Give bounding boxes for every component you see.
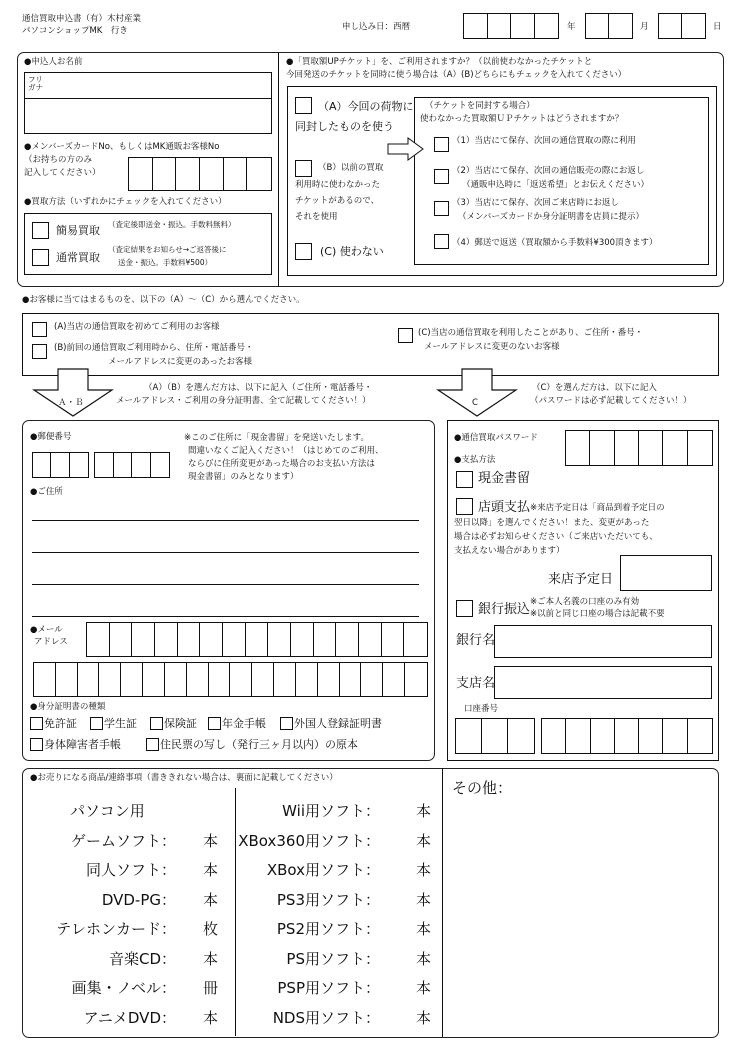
id-foreigner-label: 外国人登録証明書 (294, 717, 382, 730)
email-input-row2[interactable] (33, 662, 428, 697)
id-insurance-label: 保険証 (164, 717, 197, 730)
arrow-right-icon (386, 136, 426, 162)
customer-a-label: (A)当店の通信買取を初めてご利用のお客様 (54, 322, 220, 332)
right-item-label: PS用ソフト： (286, 949, 380, 968)
ticket-b-line1: （B）以前の買取 (318, 163, 384, 173)
name-divider (25, 98, 271, 99)
id-residence-checkbox[interactable] (146, 738, 159, 751)
ticket-question-2: 今回発送のチケットを同時に使う場合は（A）(B)どちらにもチェックを入れてください） (286, 70, 627, 80)
month-input[interactable] (585, 13, 633, 39)
right-item-unit: 本 (416, 979, 432, 997)
left-item-unit: 冊 (203, 979, 219, 997)
ticket-c-checkbox[interactable] (295, 243, 312, 260)
customer-b-label-2: メールアドレスに変更のあったお客様 (108, 357, 252, 367)
right-item-label: PS3用ソフト： (276, 890, 380, 909)
arrow-c-label: C (472, 398, 478, 408)
normal-purchase-note-2: 送金・振込。手数料¥500） (118, 258, 213, 267)
ticket-option-3b: （メンバーズカードか身分証明書を店員に提示） (458, 212, 644, 222)
postal-label: ●郵便番号 (30, 432, 72, 442)
email-input-row1[interactable] (86, 622, 428, 657)
day-input[interactable] (658, 13, 706, 39)
customer-c-label-2: メールアドレスに変更のないお客様 (424, 342, 560, 352)
address-notice-3: ならびに住所変更があった場合のお支払い方法は (188, 459, 375, 469)
right-item-unit: 本 (416, 890, 432, 909)
form-title-line1: 通信買取申込書（有）木村産業 (22, 14, 142, 24)
right-item-label: XBox360用ソフト： (238, 831, 380, 850)
ticket-option-4-checkbox[interactable] (434, 234, 449, 249)
bank-note-1: ※ご本人名義の口座のみ有効 (530, 597, 640, 607)
left-item-unit: 本 (203, 831, 219, 850)
day-label: 日 (713, 22, 722, 32)
ticket-b-line4: それを使用 (295, 212, 338, 222)
bank-checkbox[interactable] (456, 600, 473, 617)
right-item-unit: 本 (416, 1008, 432, 1027)
left-item-unit: 本 (203, 890, 219, 909)
top-divider (278, 53, 279, 286)
id-pension-label: 年金手帳 (222, 717, 266, 730)
bank-name-input[interactable] (494, 625, 712, 658)
year-input[interactable] (463, 13, 559, 39)
ticket-option-3-checkbox[interactable] (434, 201, 449, 216)
ticket-option-1: （1）当店にて保存、次回の通信買取の際に利用 (452, 136, 636, 146)
ticket-option-2a: （2）当店にて保存、次回の通信販売の際にお返し (452, 166, 645, 176)
id-student-checkbox[interactable] (90, 717, 103, 730)
right-item-label: PSP用ソフト： (277, 979, 380, 997)
left-item-label: ゲームソフト： (70, 831, 176, 850)
id-disability-checkbox[interactable] (30, 738, 43, 751)
year-label: 年 (567, 22, 576, 32)
cash-label: 現金書留 (478, 471, 531, 486)
member-note-2: 記入してください） (24, 168, 101, 178)
address-line-2[interactable] (32, 552, 419, 553)
arrow-ab-label: Ａ・Ｂ (58, 398, 84, 408)
c-note-2: （パスワードは必ず記載してください！） (530, 396, 692, 406)
left-item-unit: 枚 (203, 920, 219, 938)
name-field[interactable] (24, 72, 272, 134)
bank-name-label: 銀行名 (456, 633, 496, 648)
store-label: 店頭支払 (478, 500, 531, 515)
ticket-option-2b: （通販申込時に「返送希望」とお伝えください） (462, 180, 650, 190)
email-label-2: アドレス (34, 637, 68, 647)
date-label: 申し込み日：西暦 (342, 22, 411, 32)
left-item-label: アニメDVD： (83, 1008, 176, 1027)
right-item-label: PS2用ソフト： (276, 920, 380, 938)
left-item-label: 同人ソフト： (85, 861, 176, 879)
customer-a-checkbox[interactable] (32, 322, 47, 337)
branch-name-label: 支店名 (456, 676, 496, 691)
id-disability-label: 身体障害者手帳 (44, 738, 121, 751)
left-item-unit: 本 (203, 861, 219, 879)
ab-note-1: （A）（B）を選んだ方は、以下に記入（ご住所・電話番号・ (144, 383, 373, 393)
form-title-line2: パソコンショップMK 行き (22, 26, 128, 36)
normal-purchase-label: 通常買取 (56, 251, 100, 264)
store-note-1: ※来店予定日は「商品到着予定日の (530, 503, 665, 513)
ticket-b-checkbox[interactable] (295, 160, 312, 177)
right-item-unit: 本 (416, 920, 432, 938)
customer-c-checkbox[interactable] (398, 328, 413, 343)
customer-heading: ●お客様に当てはまるものを、以下の（A）～（C）から選んでください。 (22, 295, 305, 305)
left-item-unit: 本 (203, 949, 219, 968)
customer-c-label-1: (C)当店の通信買取を利用したことがあり、ご住所・番号・ (418, 328, 644, 338)
id-residence-label: 住民票の写し（発行三ヶ月以内）の原本 (160, 738, 358, 751)
left-item-unit: 本 (203, 1008, 219, 1027)
customer-b-label-1: (B)前回の通信買取ご利用時から、住所・電話番号・ (54, 343, 254, 353)
id-pension-checkbox[interactable] (208, 717, 221, 730)
password-input[interactable] (565, 430, 713, 466)
other-label: その他： (452, 779, 513, 797)
account-number-label: 口座番号 (464, 704, 499, 714)
month-label: 月 (640, 22, 649, 32)
left-item-label: テレホンカード： (56, 920, 176, 938)
ticket-option-4: （4）郵送で返送（買取額から手数料¥300頂きます） (452, 238, 658, 248)
ticket-b-line3: チケットがあるので、 (295, 196, 380, 206)
bank-note-2: ※以前と同じ口座の場合は記載不要 (530, 609, 665, 619)
member-heading: ●メンバーズカードNo、もしくはMK通販お客様No (24, 142, 220, 152)
address-label: ●ご住所 (30, 487, 63, 497)
arrow-down-ab-icon (32, 368, 114, 418)
right-item-unit: 本 (416, 949, 432, 968)
id-license-label: 免許証 (44, 717, 77, 730)
right-item-label: NDS用ソフト： (272, 1008, 380, 1027)
ticket-c-label: (C) 使わない (320, 245, 384, 258)
visit-date-label: 来店予定日 (548, 572, 614, 587)
password-label: ●通信買取パスワード (454, 433, 538, 443)
c-note-1: （C）を選んだ方は、以下に記入 (532, 383, 657, 393)
payment-method-label: ●支払方法 (454, 455, 496, 465)
address-line-3[interactable] (32, 584, 419, 585)
account-number-input[interactable] (541, 718, 713, 754)
right-item-label: XBox用ソフト： (266, 861, 380, 879)
id-insurance-checkbox[interactable] (150, 717, 163, 730)
id-student-label: 学生証 (104, 717, 137, 730)
furigana-label: フリ ガナ (28, 75, 43, 93)
right-item-unit: 本 (416, 861, 432, 879)
left-item-label: 画集・ノベル： (71, 979, 176, 997)
customer-b-checkbox[interactable] (32, 344, 47, 359)
ticket-a-line1: （A）今回の荷物に (318, 100, 414, 113)
name-heading: ●申込人お名前 (24, 57, 83, 67)
id-foreigner-checkbox[interactable] (280, 717, 293, 730)
branch-name-input[interactable] (494, 666, 712, 699)
simple-purchase-note: （査定後即送金・振込。手数料無料） (108, 220, 236, 229)
address-notice-2: 間違いなくご記入ください！（はじめてのご利用、 (188, 446, 384, 456)
ticket-sub-question-1: （チケットを同封する場合） (425, 101, 535, 111)
ticket-option-2-checkbox[interactable] (434, 169, 449, 184)
store-note-4: 支払えない場合があります） (454, 546, 565, 556)
address-line-1[interactable] (32, 520, 419, 521)
email-label-1: ●メール (30, 625, 63, 635)
ticket-sub-question-2: 使わなかった買取額ＵＰチケットはどうされますか？ (420, 114, 624, 124)
right-item-unit: 本 (416, 802, 432, 820)
id-heading: ●身分証明書の種類 (30, 702, 106, 712)
bank-label: 銀行振込 (478, 602, 531, 617)
left-item-label: DVD-PG： (101, 890, 176, 909)
id-license-checkbox[interactable] (30, 717, 43, 730)
ticket-b-line2: 利用時に使わなかった (295, 180, 381, 190)
arrow-down-c-icon (436, 368, 518, 418)
ticket-option-1-checkbox[interactable] (434, 137, 449, 152)
member-note-1: （お持ちの方のみ (24, 155, 93, 165)
postal-code-first[interactable] (32, 452, 89, 478)
address-line-4[interactable] (32, 616, 419, 617)
address-notice-1: ※このご住所に「現金書留」を発送いたします。 (184, 433, 369, 443)
simple-purchase-label: 簡易買取 (56, 224, 100, 237)
account-branch-code[interactable] (455, 718, 535, 754)
address-notice-4: 現金書留」のみとなります） (188, 472, 299, 482)
ticket-option-3a: （3）当店にて保存、次回ご来店時にお返し (452, 198, 619, 208)
method-heading: ●買取方法（いずれかにチェックを入れてください） (24, 197, 227, 207)
left-item-label: 音楽CD： (108, 949, 176, 968)
simple-purchase-checkbox[interactable] (32, 222, 49, 239)
ticket-a-checkbox[interactable] (295, 97, 312, 114)
store-note-2: 翌日以降」を選んでください！また、変更があった (454, 518, 650, 528)
items-divider-2 (442, 768, 443, 1037)
postal-code-second[interactable] (94, 452, 170, 478)
ticket-a-line2: 同封したものを使う (295, 120, 394, 133)
right-item-label: Wii用ソフト： (282, 802, 380, 820)
left-item-label: パソコン用 (70, 802, 145, 820)
ab-note-2: メールアドレス・ご利用の身分証明書、全て記載してください！） (116, 396, 371, 406)
items-heading: ●お売りになる商品/連絡事項（書ききれない場合は、裏面に記載してください） (30, 773, 338, 783)
normal-purchase-note-1: （査定結果をお知らせ→ご返答後に (108, 245, 227, 254)
right-item-unit: 本 (416, 831, 432, 850)
store-checkbox[interactable] (456, 498, 473, 515)
items-divider-1 (235, 788, 236, 1036)
member-number-input[interactable] (128, 157, 272, 191)
cash-checkbox[interactable] (456, 471, 473, 488)
store-note-3: 場合は必ずお知らせください（ご来店いただいても、 (454, 532, 658, 542)
ticket-question-1: ●「買取額UPチケット」を、ご利用されますか？（以前使わなかったチケットと (286, 57, 593, 67)
visit-date-input[interactable] (620, 555, 712, 591)
normal-purchase-checkbox[interactable] (32, 249, 49, 266)
